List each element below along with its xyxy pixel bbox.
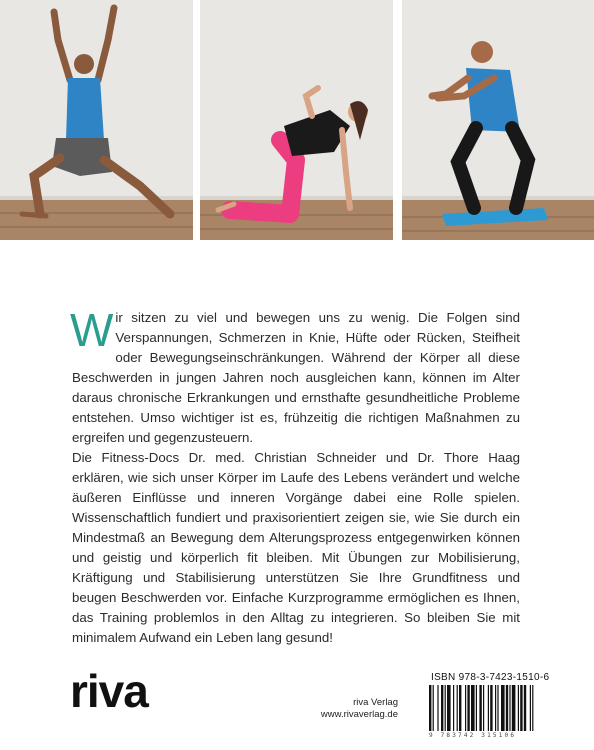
lunge-pose-photo <box>0 0 193 240</box>
blurb-paragraph-2: Die Fitness-Docs Dr. med. Christian Schneider und Dr. Thore Haag erklären, wie sich unser Körper im Laufe des Lebens verändert und welche äußeren Einflüsse und inneren Vorgänge dabei eine Rolle spielen. Wissenschaftlich fundiert und praxisorientiert zeigen sie, wie Sie durch ein Mindestmaß an Bewegung dem Alterungsprozess entgegenwirken können und geistig und körperlich fit bleiben. Mit Übungen zur Mobilisierung, Kräftigung und Stabilisierung unterstützen Sie Ihre Grundfitness und beugen Beschwerden vor. Einfache Kurzprogramme ermöglichen es Ihnen, das Training problemlos in den Alltag zu integrieren. So bleiben Sie mit minimalem Aufwand ein Leben lang gesund! <box>72 450 520 645</box>
publisher-name: riva Verlag <box>353 697 398 708</box>
barcode-digits: 9 783742 315106 <box>429 732 517 739</box>
blurb-paragraph-1 <box>70 304 520 448</box>
kneeling-stretch-photo <box>200 0 393 240</box>
barcode-icon <box>427 685 589 733</box>
publisher-url: www.rivaverlag.de <box>320 709 398 720</box>
isbn-label: ISBN 978-3-7423-1510-6 <box>431 672 550 683</box>
publisher-info <box>321 697 398 721</box>
isbn-barcode-block <box>427 672 589 739</box>
drop-cap: W <box>70 304 114 356</box>
back-cover-blurb <box>70 304 520 648</box>
blurb-paragraph-1-text: ir sitzen zu viel und bewegen uns zu wenig. Die Folgen sind Verspannungen, Schmerzen in Knie, Hüfte oder Rücken, Steifheit oder Bewegungseinschränkungen. Während der Körper all diese Beschwerden in jungen Jahren noch ausgleichen kann, können im Alter daraus chronische Erkrankungen und ernsthafte gesundheitliche Probleme entstehen. Umso wichtiger ist es, frühzeitig die richtigen Maßnahmen zu ergreifen und gegenzusteuern. <box>72 310 520 445</box>
squat-balance-pad-photo <box>402 0 594 240</box>
riva-logo: riva <box>70 665 148 717</box>
